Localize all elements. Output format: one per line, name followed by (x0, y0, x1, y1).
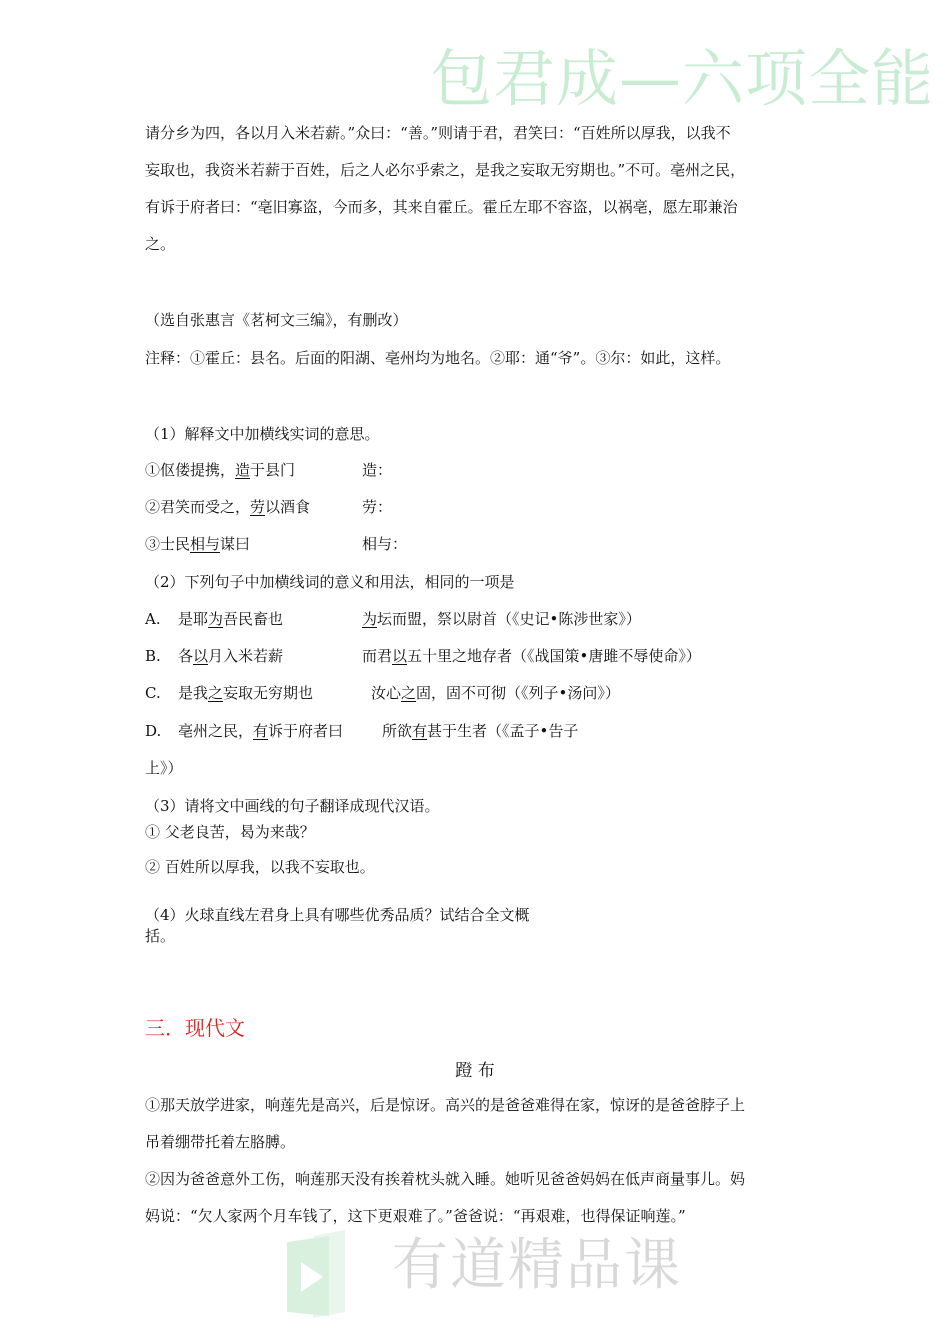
q2-option-comparison: 而君以五十里之地存者（《战国策•唐雎不辱使命》） (362, 647, 701, 665)
q1-answer: 造： (362, 461, 393, 479)
notes: 注释：①霍丘：县名。后面的阳湖、亳州均为地名。②耶：通“爷”。③尔：如此，这样。 (145, 349, 731, 367)
q2-option-sentence: 是耶为吾民畜也 (178, 610, 284, 628)
q1-item: ①伛偻提携，造于县门 (145, 461, 296, 479)
passage-line: 有诉于府者曰：“亳旧寡盗，今而多，其来自霍丘。霍丘左耶不容盗，以祸亳，愿左耶兼治 (145, 198, 738, 216)
q1-answer: 相与： (362, 535, 408, 553)
article-paragraph-line: 吊着绷带托着左胳膊。 (145, 1133, 296, 1151)
q1-answer: 劳： (362, 498, 393, 516)
q2-option-wrap: 上》） (145, 759, 183, 777)
q3-item: ① 父老良苦，曷为来哉？ (145, 823, 315, 841)
q1-item: ③士民相与谋曰 (145, 535, 251, 553)
q2-option-comparison: 汝心之固，固不可彻（《列子•汤问》） (371, 684, 620, 702)
passage-line: 妄取也，我资米若薪于百姓，后之人必尔乎索之，是我之妄取无穷期也。”不可。亳州之民， (145, 161, 746, 179)
q2-option-comparison: 所欲有甚于生者（《孟子•告子 (382, 722, 579, 740)
q2-option-letter: B. (145, 647, 161, 665)
q2-option-comparison: 为坛而盟，祭以尉首（《史记•陈涉世家》） (362, 610, 641, 628)
article-paragraph-line: ①那天放学进家，响莲先是高兴，后是惊讶。高兴的是爸爸难得在家，惊讶的是爸爸脖子上 (145, 1096, 746, 1114)
q2-prompt: （2）下列句子中加横线词的意义和用法，相同的一项是 (145, 573, 515, 591)
article-paragraph-line: ②因为爸爸意外工伤，响莲那天没有挨着枕头就入睡。她听见爸爸妈妈在低声商量事儿。妈 (145, 1170, 746, 1188)
q2-option-sentence: 是我之妄取无穷期也 (178, 684, 314, 702)
q4-prompt: （4）火球直线左君身上具有哪些优秀品质？试结合全文概 (145, 906, 530, 924)
section-heading: 三．现代文 (145, 1016, 245, 1040)
q3-prompt: （3）请将文中画线的句子翻译成现代汉语。 (145, 797, 440, 815)
article-title: 蹬 布 (455, 1061, 495, 1081)
source-citation: （选自张惠言《茗柯文三编》，有删改） (145, 311, 408, 329)
article-paragraph-line: 妈说：“欠人家两个月车钱了，这下更艰难了。”爸爸说：“再艰难，也得保证响莲。” (145, 1207, 686, 1225)
q2-option-sentence: 各以月入米若薪 (178, 647, 284, 665)
q2-option-letter: D. (145, 722, 162, 740)
underlined-word: 相与 (190, 535, 221, 553)
brand-logo-icon (283, 1228, 383, 1318)
brand-watermark: 有道精品课 (392, 1233, 682, 1298)
underlined-word: 造 (235, 461, 251, 479)
q2-option-letter: A. (145, 610, 161, 628)
q1-prompt: （1）解释文中加横线实词的意思。 (145, 425, 380, 443)
watermark-title: 包君成—六项全能 (430, 42, 935, 115)
q1-item: ②君笑而受之，劳以酒食 (145, 498, 311, 516)
q2-option-sentence: 亳州之民，有诉于府者曰 (178, 722, 344, 740)
passage-line: 请分乡为四，各以月入米若薪。”众曰：“善。”则请于君，君笑曰：“百姓所以厚我，以我不 (145, 124, 731, 142)
underlined-word: 劳 (250, 498, 266, 516)
q2-option-letter: C. (145, 684, 161, 702)
passage-line: 之。 (145, 235, 176, 253)
q4-prompt-wrap: 括。 (145, 927, 176, 945)
q3-item: ② 百姓所以厚我，以我不妄取也。 (145, 858, 375, 876)
